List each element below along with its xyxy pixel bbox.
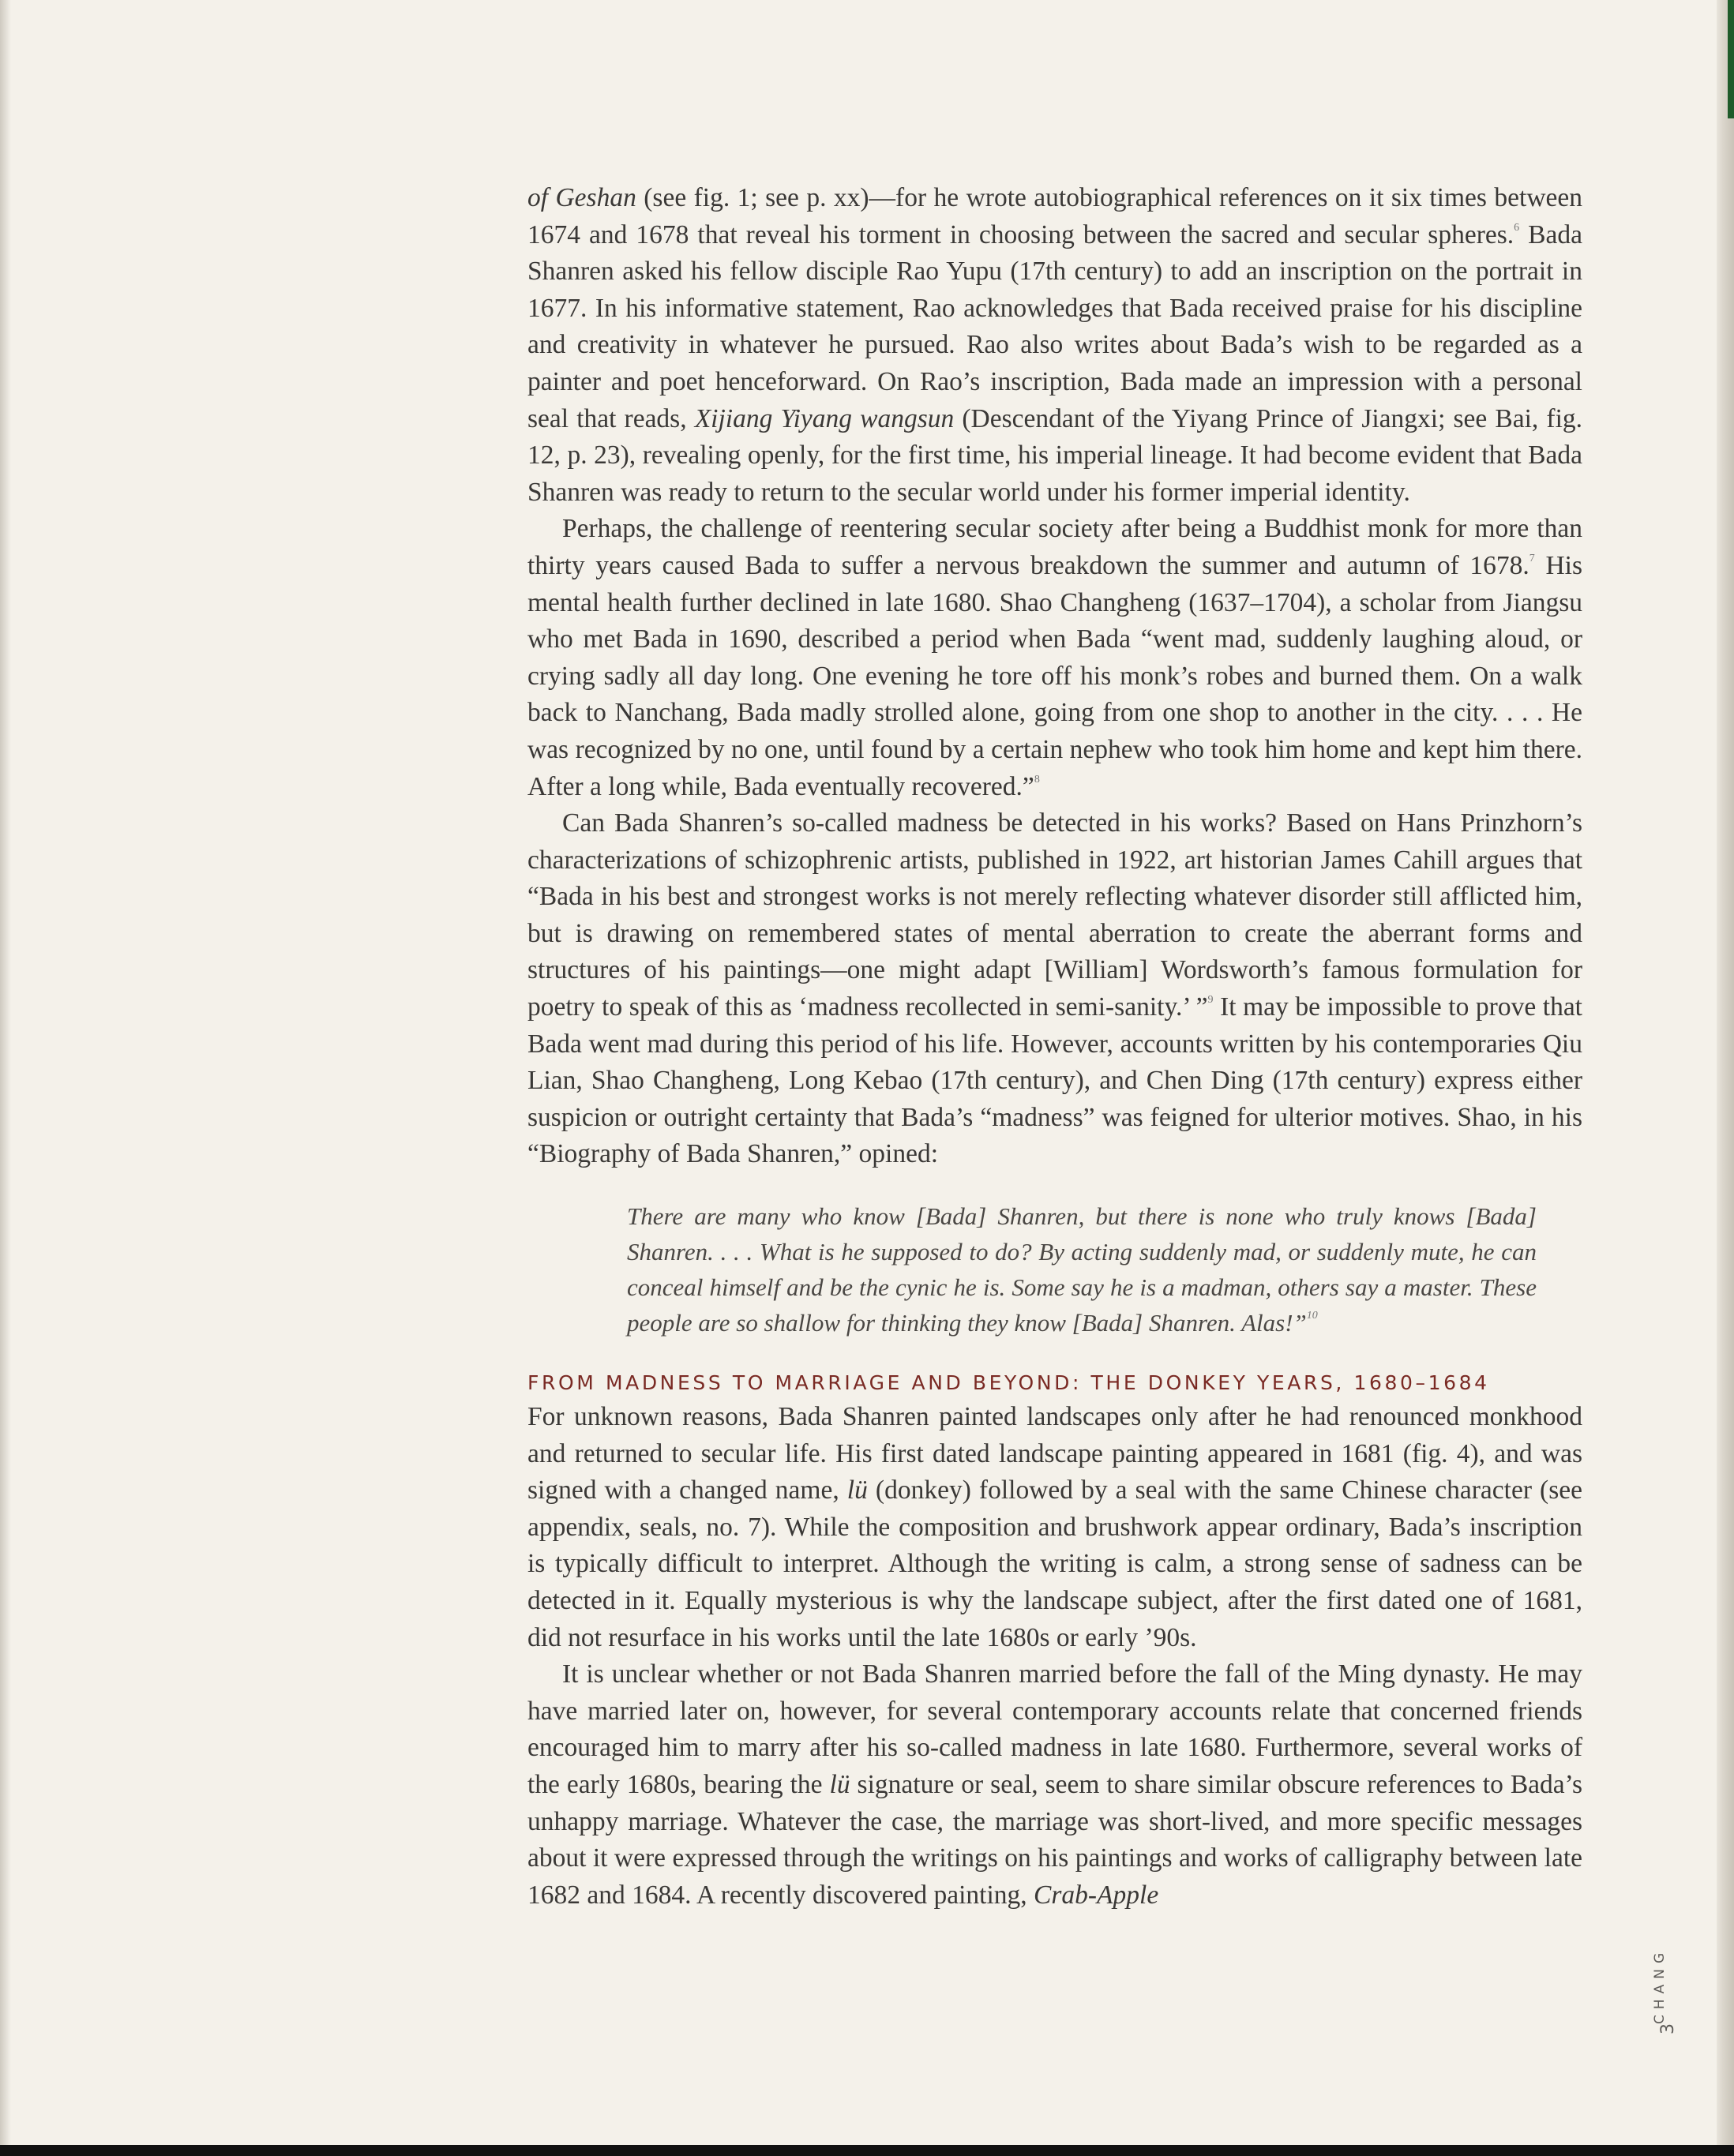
section-heading: FROM MADNESS TO MARRIAGE AND BEYOND: THE DONKEY YEARS, 1680–1684 (527, 1371, 1490, 1395)
paragraph-3: Can Bada Shanren’s so-called madness be detected in his works? Based on Hans Prinzhorn’s characterizations of schizophrenic artists, published in 1922, art historian James Cahill argues that “Bada in his best and strongest works is not merely reflecting whatever disorder still afflicted him, but is drawing on remembered states of mental aberration to create the aberrant forms and structures of his paintings—one might adapt [William] Wordsworth’s famous formulation for poetry to speak of this as ‘madness recollected in semi-sanity.’ ”$^9$ It may be impossible to prove that Bada went mad during this period of his life. However, accounts written by his contemporaries Qiu Lian, Shao Changheng, Long Kebao (17th century), and Chen Ding (17th century) express either suspicion or outright certainty that Bada’s “madness” was feigned for ulterior motives. Shao, in his “Biography of Bada Shanren,” opined: (527, 808, 1582, 1169)
seal-name-italic: Xijiang Yiyang wangsun (694, 403, 955, 433)
footnote-ref: 10 (1306, 1310, 1318, 1322)
body-text (527, 180, 1582, 1914)
term-italic: lü (846, 1475, 868, 1505)
term-italic: lü (829, 1769, 850, 1799)
paragraph-2: Perhaps, the challenge of reentering secular society after being a Buddhist monk for more than thirty years caused Bada to suffer a nervous breakdown the summer and autumn of 1678.$^7$ His mental health further declined in late 1680. Shao Changheng (1637–1704), a scholar from Jiangsu who met Bada in 1690, described a period when Bada “went mad, suddenly laughing aloud, or crying sadly all day long. One evening he tore off his monk’s robes and burned them. On a walk back to Nanchang, Bada madly strolled alone, going from one shop to another in the city. . . . He was recognized by no one, until found by a certain nephew who took him home and kept him there. After a long while, Bada eventually recovered.”$^8$ (527, 514, 1582, 801)
paragraph-4: For unknown reasons, Bada Shanren painted landscapes only after he had renounced monkhood and returned to secular life. His first dated landscape painting appeared in 1681 (fig. 4), and was signed with a changed name, lü (donkey) followed by a seal with the same Chinese character (see appendix, seals, no. 7). While the composition and brushwork appear ordinary, Bada’s inscription is typically difficult to interpret. Although the writing is calm, a strong sense of sadness can be detected in it. Equally mysterious is why the landscape subject, after the first dated one of 1681, did not resurface in his works until the late 1680s or early ’90s. (527, 1402, 1582, 1652)
footnote-ref: 9 (1207, 994, 1214, 1007)
footnote-ref: 7 (1529, 552, 1535, 564)
page-number: 3 (1658, 2023, 1678, 2034)
block-quote: There are many who know [Bada] Shanren, but there is none who truly knows [Bada] Shanren. . . . What is he supposed to do? By acting suddenly mad, or suddenly mute, he can conceal himself and be the cynic he is. Some say he is a madman, others say a master. These people are so shallow for thinking they know [Bada] Shanren. Alas!”$^{10}$ (627, 1202, 1537, 1337)
footnote-ref: 8 (1034, 773, 1040, 786)
page-gutter-shadow (0, 0, 11, 2156)
paragraph-5: It is unclear whether or not Bada Shanren married before the fall of the Ming dynasty. He may have married later on, however, for several contemporary accounts relate that concerned friends encouraged him to marry after his so-called madness in late 1680. Furthermore, several works of the early 1680s, bearing the lü signature or seal, seem to share similar obscure references to Bada’s unhappy marriage. Whatever the case, the marriage was short-lived, and more specific messages about it were expressed through the writings on his paintings and works of calligraphy between late 1682 and 1684. A recently discovered painting, Crab-Apple (527, 1659, 1582, 1910)
running-head: CHANG (1652, 1947, 1668, 2024)
title-italic: of Geshan (527, 183, 636, 212)
painting-title-italic: Crab-Apple (1034, 1880, 1159, 1910)
scan-bottom-edge (0, 2145, 1734, 2156)
cover-edge-green (1728, 0, 1734, 118)
page-right-edge (1717, 0, 1734, 2156)
paragraph-1: of Geshan (see fig. 1; see p. xx)—for he wrote autobiographical references on it six times between 1674 and 1678 that reveal his torment in choosing between the sacred and secular spheres.$^6$ Bada Shanren asked his fellow disciple Rao Yupu (17th century) to add an inscription on the portrait in 1677. In his informative statement, Rao acknowledges that Bada received praise for his discipline and creativity in whatever he pursued. Rao also writes about Bada’s wish to be regarded as a painter and poet henceforward. On Rao’s inscription, Bada made an impression with a personal seal that reads, Xijiang Yiyang wangsun (Descendant of the Yiyang Prince of Jiangxi; see Bai, fig. 12, p. 23), revealing openly, for the first time, his imperial lineage. It had become evident that Bada Shanren was ready to return to the secular world under his former imperial identity. (527, 183, 1582, 507)
footnote-ref: 6 (1514, 221, 1520, 234)
